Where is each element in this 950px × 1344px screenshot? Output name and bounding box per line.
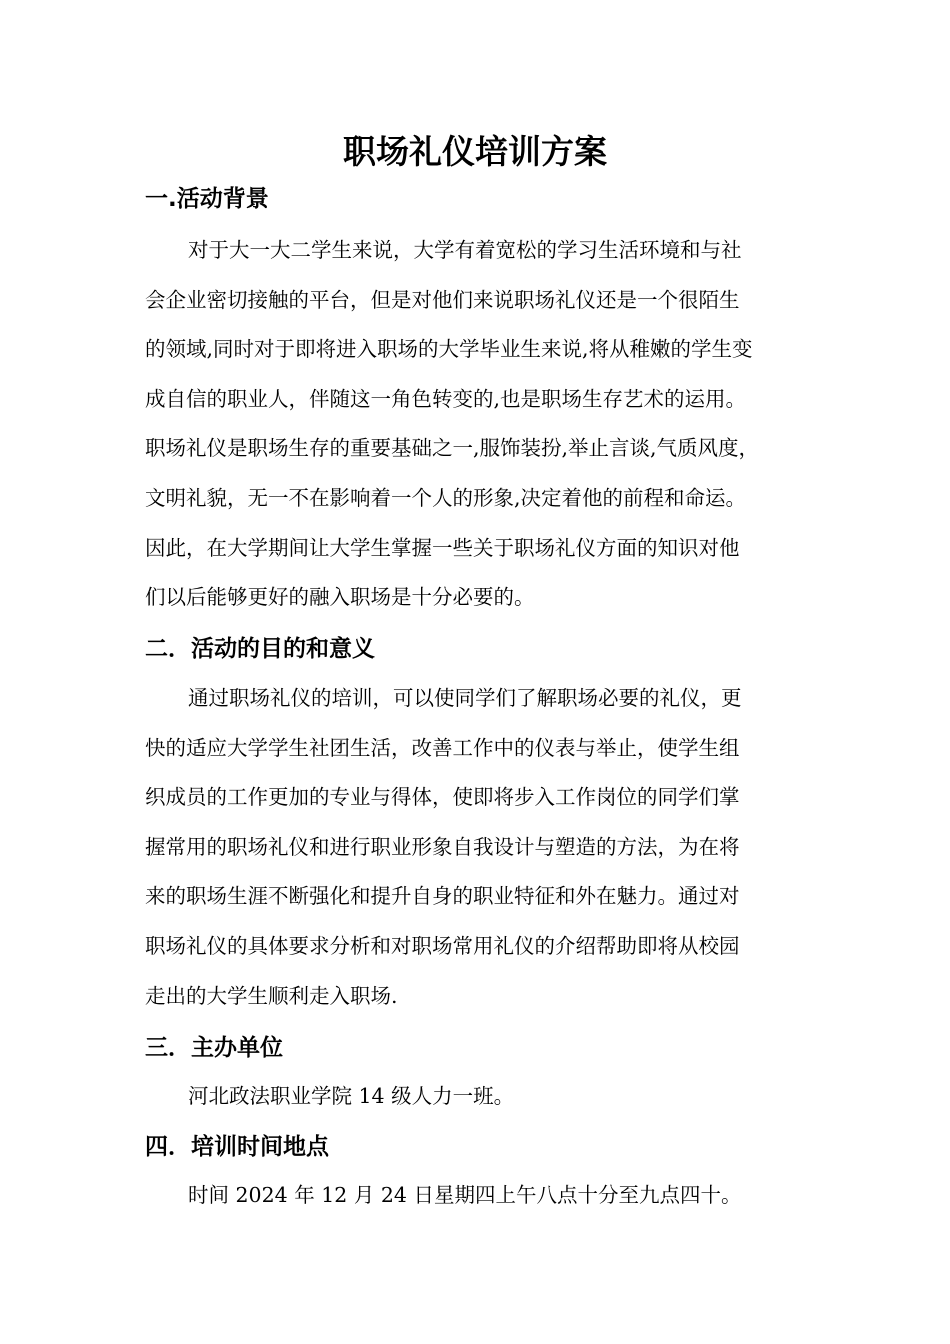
section-heading-background: 一.活动背景 bbox=[145, 186, 269, 212]
section-heading-time-place: 四．培训时间地点 bbox=[145, 1134, 329, 1160]
paragraph-line: 对于大一大二学生来说，大学有着宽松的学习生活环境和与社 bbox=[188, 238, 742, 262]
paragraph-line: 河北政法职业学院 14 级人力一班。 bbox=[188, 1084, 515, 1108]
paragraph-line: 来的职场生涯不断强化和提升自身的职业特征和外在魅力。通过对 bbox=[145, 884, 740, 909]
section-heading-purpose: 二．活动的目的和意义 bbox=[145, 636, 375, 662]
paragraph-line: 文明礼貌，无一不在影响着一个人的形象,决定着他的前程和命运。 bbox=[145, 485, 747, 510]
paragraph-line: 因此，在大学期间让大学生掌握一些关于职场礼仪方面的知识对他 bbox=[145, 535, 740, 560]
section-body-purpose bbox=[145, 674, 825, 1021]
paragraph-line: 通过职场礼仪的培训，可以使同学们了解职场必要的礼仪，更 bbox=[188, 686, 742, 710]
paragraph-line: 快的适应大学学生社团生活，改善工作中的仪表与举止，使学生组 bbox=[145, 735, 740, 760]
paragraph-line: 的领域,同时对于即将进入职场的大学毕业生来说,将从稚嫩的学生变 bbox=[145, 337, 753, 362]
paragraph-line: 握常用的职场礼仪和进行职业形象自我设计与塑造的方法，为在将 bbox=[145, 834, 740, 859]
section-body-time-place bbox=[145, 1171, 825, 1221]
paragraph-line: 职场礼仪的具体要求分析和对职场常用礼仪的介绍帮助即将从校园 bbox=[145, 933, 740, 958]
section-body-background bbox=[145, 226, 825, 623]
section-body-organizer bbox=[145, 1072, 825, 1122]
page-title: 职场礼仪培训方案 bbox=[343, 132, 607, 171]
paragraph-line: 们以后能够更好的融入职场是十分必要的。 bbox=[145, 585, 535, 610]
paragraph-line: 会企业密切接触的平台，但是对他们来说职场礼仪还是一个很陌生 bbox=[145, 287, 740, 312]
paragraph-line: 织成员的工作更加的专业与得体，使即将步入工作岗位的同学们掌 bbox=[145, 785, 740, 810]
section-heading-organizer: 三．主办单位 bbox=[145, 1035, 283, 1061]
paragraph-line: 时间 2024 年 12 月 24 日星期四上午八点十分至九点四十。 bbox=[188, 1183, 742, 1207]
paragraph-line: 职场礼仪是职场生存的重要基础之一,服饰装扮,举止言谈,气质风度， bbox=[145, 436, 760, 461]
paragraph-line: 走出的大学生顺利走入职场. bbox=[145, 983, 398, 1008]
paragraph-line: 成自信的职业人，伴随这一角色转变的,也是职场生存艺术的运用。 bbox=[145, 386, 747, 411]
